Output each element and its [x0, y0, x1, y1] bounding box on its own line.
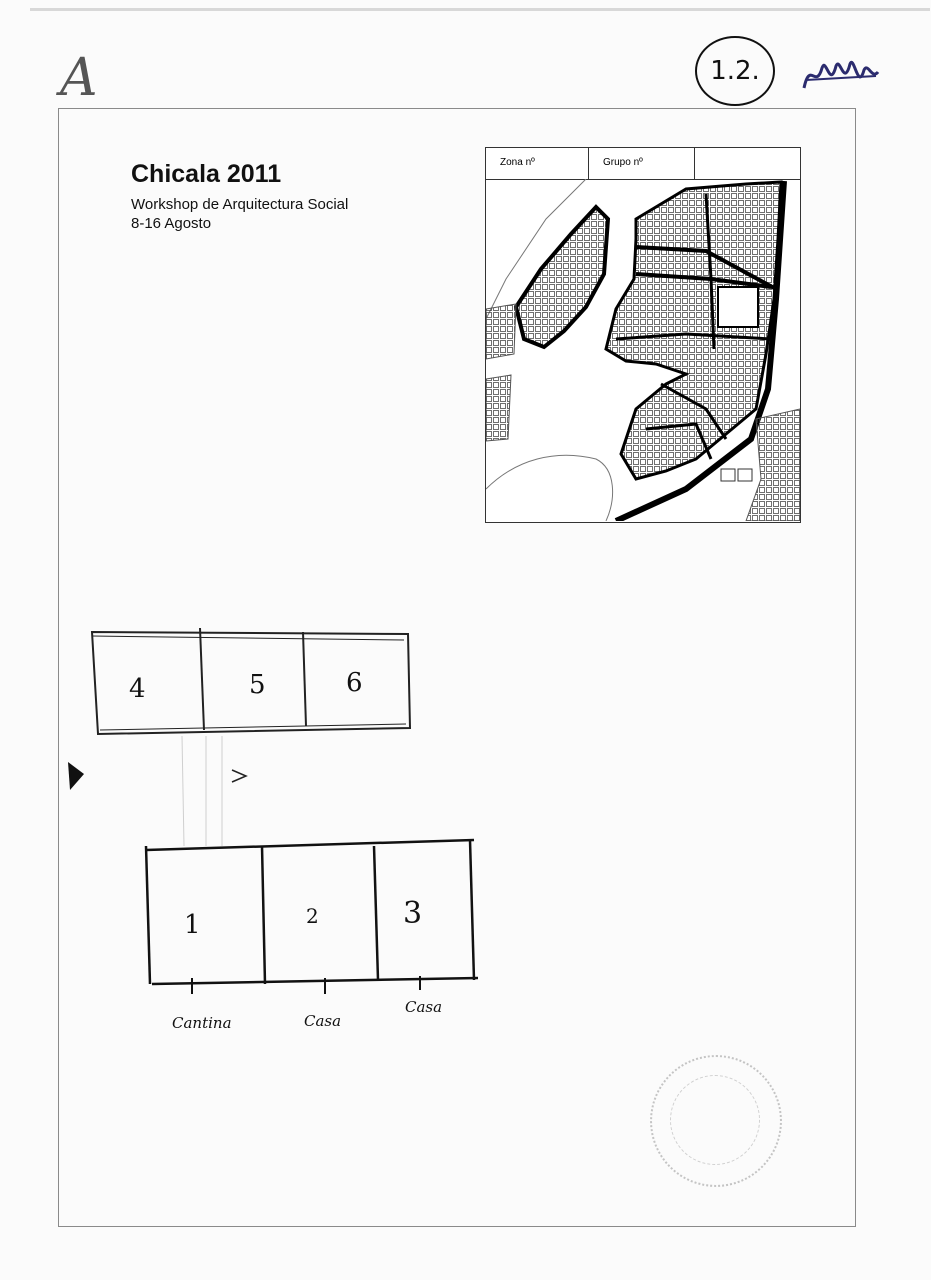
label-casa-2: Casa: [405, 998, 443, 1016]
box-number-3: 3: [403, 896, 423, 931]
document-title: Chicala 2011: [131, 160, 282, 188]
stamp-inner: [670, 1075, 760, 1165]
box-number-2: 2: [306, 904, 319, 928]
box-number-6: 6: [346, 668, 363, 698]
faded-stamp: [650, 1055, 782, 1187]
label-cantina: Cantina: [172, 1014, 232, 1032]
box-number-1: 1: [184, 910, 201, 940]
box-number-5: 5: [249, 670, 266, 700]
connector: [182, 736, 222, 846]
grupo-field: Grupo nº: [589, 148, 695, 179]
box-number-4: 4: [129, 674, 146, 704]
zona-field: Zona nº: [486, 148, 589, 179]
arrow-marker: [68, 762, 84, 790]
corner-letter: A: [60, 48, 98, 108]
document-subtitle: Workshop de Arquitectura Social: [131, 196, 349, 213]
circled-number-text: 1.2.: [710, 56, 760, 86]
document-dates: 8-16 Agosto: [131, 215, 212, 232]
label-casa-1: Casa: [304, 1012, 342, 1030]
